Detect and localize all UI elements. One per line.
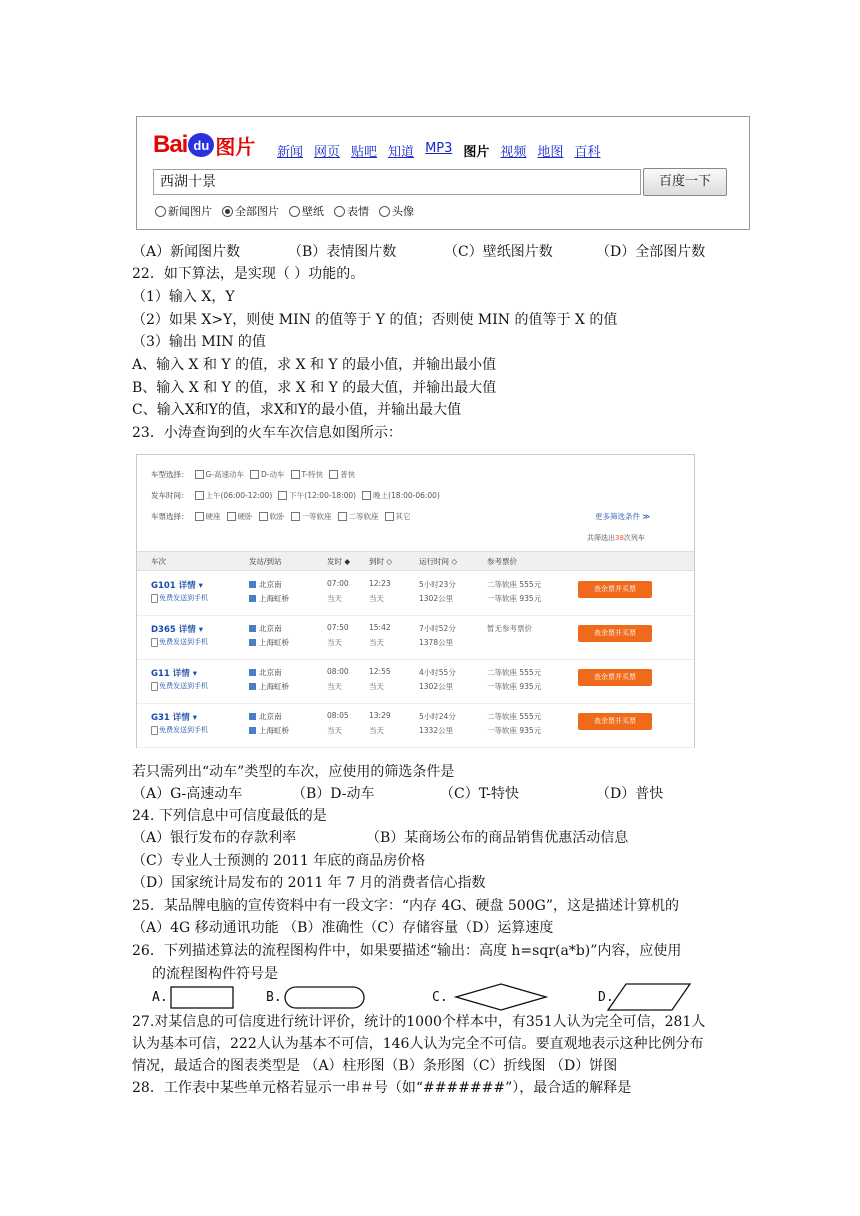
radio-circle-icon[interactable]: [334, 206, 345, 217]
nav-item[interactable]: 新闻: [277, 145, 304, 160]
radio-option[interactable]: [155, 203, 212, 219]
checkbox[interactable]: [259, 512, 268, 521]
radio-label: 头像: [392, 205, 414, 218]
checkbox-label: 晚上(18:00-06:00): [373, 491, 440, 500]
nav-item[interactable]: 贴吧: [351, 145, 378, 160]
checkbox[interactable]: [195, 470, 204, 479]
q26-stem-line2: 的流程图构件符号是: [152, 966, 278, 982]
q27-line2: 认为基本可信，222人认为基本不可信，146人认为完全不可信。要直观地表示这种比例分布: [132, 1036, 704, 1052]
filter-depart-time: 发车时间： 上午(06:00-12:00) 下午(12:00-18:00) 晚上(18:00-06:00): [151, 491, 440, 500]
checkbox-label: 二等软座: [348, 512, 379, 521]
checkbox[interactable]: [291, 470, 300, 479]
checkbox-label: T-特快: [301, 470, 324, 479]
depart-day: 当天: [327, 726, 342, 735]
nav-item[interactable]: 知道: [388, 145, 415, 160]
q27-line1: 27.对某信息的可信度进行统计评价，统计的1000个样本中，有351人认为完全可信，281人: [132, 1014, 706, 1030]
duration: 7小时52分: [419, 624, 456, 633]
station-from: 北京南: [259, 624, 282, 633]
q21-option-b: （B）表情图片数: [288, 244, 397, 260]
search-button[interactable]: 百度一下: [643, 168, 727, 196]
q21-option-c: （C）壁纸图片数: [444, 244, 553, 260]
phone-icon: [151, 682, 158, 691]
q21-option-a: （A）新闻图片数: [132, 244, 241, 260]
q23-option-d: （D）普快: [596, 786, 664, 802]
station-from: 北京南: [259, 580, 282, 589]
depart-time: 08:05: [327, 711, 349, 720]
price-line1: 二等软座 555元: [487, 580, 542, 589]
checkbox-label: D-动车: [261, 470, 285, 479]
send-to-phone-link[interactable]: 免费发送到手机: [159, 682, 208, 690]
paw-icon: du: [188, 133, 214, 157]
send-to-phone-link[interactable]: 免费发送到手机: [159, 726, 208, 734]
column-header[interactable]: 到时 ◇: [369, 557, 393, 566]
arrive-day: 当天: [369, 594, 384, 603]
train-number-link[interactable]: G101 详情 ▾: [151, 581, 203, 591]
arrive-time: 12:23: [369, 579, 391, 588]
search-input[interactable]: 西湖十景: [153, 169, 641, 195]
radio-label: 新闻图片: [168, 205, 212, 218]
checkbox-label: 硬卧: [237, 512, 253, 521]
phone-icon: [151, 638, 158, 647]
checkbox-label: 一等软座: [301, 512, 332, 521]
q26-stem-line1: 26．下列描述算法的流程图构件中，如果要描述“输出：高度 h=sqr(a*b)”内容，应使用: [132, 943, 682, 959]
q22-option-b: B、输入 X 和 Y 的值，求 X 和 Y 的最大值，并输出最大值: [132, 380, 497, 396]
q22-step3: （3）输出 MIN 的值: [132, 334, 266, 350]
checkbox[interactable]: [291, 512, 300, 521]
buy-ticket-button[interactable]: 查余票并买票: [578, 625, 652, 642]
price-line2: 一等软座 935元: [487, 726, 542, 735]
train-number-link[interactable]: D365 详情 ▾: [151, 625, 203, 635]
column-header[interactable]: 发时 ◆: [327, 557, 351, 566]
radio-circle-icon[interactable]: [379, 206, 390, 217]
arrive-time: 15:42: [369, 623, 391, 632]
table-row: [137, 573, 694, 616]
station-icon: [249, 683, 256, 690]
table-header: [137, 551, 694, 571]
station-from: 北京南: [259, 712, 282, 721]
station-icon: [249, 639, 256, 646]
arrive-time: 13:29: [369, 711, 391, 720]
checkbox-label: 上午(06:00-12:00): [205, 491, 273, 500]
baidu-logo[interactable]: [153, 127, 255, 163]
q22-option-a: A、输入 X 和 Y 的值，求 X 和 Y 的最小值，并输出最小值: [132, 357, 497, 373]
radio-option[interactable]: [289, 203, 324, 219]
q23-option-a: （A）G-高速动车: [132, 786, 243, 802]
distance: 1302公里: [419, 594, 454, 603]
q23-option-c: （C）T-特快: [440, 786, 519, 802]
depart-time: 08:00: [327, 667, 349, 676]
result-count: 共筛选出38次列车: [587, 534, 645, 542]
q24-stem: 24. 下列信息中可信度最低的是: [132, 808, 327, 824]
baidu-image-search-screenshot: [136, 116, 750, 230]
decision-diamond-icon: [454, 982, 548, 1012]
q23-question: 若只需列出“动车”类型的车次，应使用的筛选条件是: [132, 764, 455, 780]
station-to: 上海虹桥: [259, 638, 289, 647]
station-to: 上海虹桥: [259, 682, 289, 691]
arrive-day: 当天: [369, 726, 384, 735]
radio-circle-icon[interactable]: [222, 206, 233, 217]
io-parallelogram-icon: [606, 982, 692, 1012]
arrive-day: 当天: [369, 682, 384, 691]
phone-icon: [151, 594, 158, 603]
checkbox[interactable]: [278, 491, 287, 500]
depart-day: 当天: [327, 594, 342, 603]
filter-train-type: 车型选择： G-高速动车 D-动车 T-特快 普快: [151, 470, 356, 479]
column-header[interactable]: 参考票价: [487, 557, 517, 566]
q24-option-a: （A）银行发布的存款利率: [132, 830, 297, 846]
duration: 5小时23分: [419, 580, 456, 589]
station-icon: [249, 595, 256, 602]
table-row: [137, 661, 694, 704]
checkbox[interactable]: [329, 470, 338, 479]
q26-label-d: D.: [598, 990, 614, 1005]
checkbox-label: 下午(12:00-18:00): [289, 491, 357, 500]
nav-item[interactable]: MP3: [425, 141, 453, 156]
process-rectangle-icon: [170, 986, 234, 1010]
phone-icon: [151, 726, 158, 735]
station-icon: [249, 713, 256, 720]
price-line2: 一等软座 935元: [487, 594, 542, 603]
baidu-nav: [277, 141, 600, 160]
checkbox-label: 其它: [395, 512, 411, 521]
depart-time: 07:00: [327, 579, 349, 588]
price-line1: 二等软座 555元: [487, 712, 542, 721]
q24-option-d: （D）国家统计局发布的 2011 年 7 月的消费者信心指数: [132, 875, 486, 891]
distance: 1332公里: [419, 726, 454, 735]
nav-item[interactable]: 地图: [537, 145, 564, 160]
arrive-time: 12:55: [369, 667, 391, 676]
station-icon: [249, 727, 256, 734]
depart-day: 当天: [327, 682, 342, 691]
buy-ticket-button[interactable]: 查余票并买票: [578, 581, 652, 598]
q22-step1: （1）输入 X，Y: [132, 289, 235, 305]
q26-label-b: B.: [266, 990, 282, 1005]
nav-item[interactable]: 网页: [314, 145, 341, 160]
q28-stem: 28．工作表中某些单元格若显示一串＃号（如“#######”），最合适的解释是: [132, 1080, 632, 1096]
radio-label: 壁纸: [302, 205, 324, 218]
station-from: 北京南: [259, 668, 282, 677]
checkbox[interactable]: [362, 491, 371, 500]
radio-circle-icon[interactable]: [155, 206, 166, 217]
depart-time: 07:50: [327, 623, 349, 632]
send-to-phone-link[interactable]: 免费发送到手机: [159, 594, 208, 602]
checkbox[interactable]: [385, 512, 394, 521]
arrive-day: 当天: [369, 638, 384, 647]
send-to-phone-link[interactable]: 免费发送到手机: [159, 638, 208, 646]
checkbox[interactable]: [195, 512, 204, 521]
price-line2: 一等软座 935元: [487, 682, 542, 691]
train-number-link[interactable]: G11 详情 ▾: [151, 669, 197, 679]
table-row: [137, 705, 694, 748]
station-to: 上海虹桥: [259, 726, 289, 735]
station-icon: [249, 625, 256, 632]
price-line1: 暂无参考票价: [487, 624, 532, 633]
radio-circle-icon[interactable]: [289, 206, 300, 217]
checkbox[interactable]: [250, 470, 259, 479]
q26-label-c: C.: [432, 990, 448, 1005]
q25-stem: 25．某品牌电脑的宣传资料中有一段文字：“内存 4G、硬盘 500G”，这是描述计算机的: [132, 898, 680, 914]
nav-item[interactable]: 百科: [574, 145, 601, 160]
table-row: [137, 617, 694, 660]
column-header[interactable]: 发站/到站: [249, 557, 282, 566]
buy-ticket-button[interactable]: 查余票并买票: [578, 713, 652, 730]
terminal-rounded-rect-icon: [284, 986, 366, 1010]
q22-step2: （2）如果 X>Y，则使 MIN 的值等于 Y 的值；否则使 MIN 的值等于 X 的值: [132, 312, 618, 328]
checkbox-label: G-高速动车: [205, 470, 245, 479]
checkbox[interactable]: [338, 512, 347, 521]
duration: 5小时24分: [419, 712, 456, 721]
radio-option[interactable]: [334, 203, 369, 219]
q22-option-c: C、输入X和Y的值，求X和Y的最小值，并输出最大值: [132, 402, 462, 418]
buy-ticket-button[interactable]: 查余票并买票: [578, 669, 652, 686]
logo-tupian: 图片: [215, 134, 256, 159]
more-filters-link[interactable]: 更多筛选条件 ≫: [595, 512, 651, 521]
q25-options: （A）4G 移动通讯功能 （B）准确性（C）存储容量（D）运算速度: [132, 920, 554, 936]
checkbox-label: 普快: [340, 470, 356, 479]
station-icon: [249, 581, 256, 588]
duration: 4小时55分: [419, 668, 456, 677]
q24-option-c: （C）专业人士预测的 2011 年底的商品房价格: [132, 853, 426, 869]
distance: 1378公里: [419, 638, 454, 647]
q27-line3: 情况，最适合的图表类型是 （A）柱形图（B）条形图（C）折线图 （D）饼图: [132, 1058, 618, 1074]
q24-option-b: （B）某商场公布的商品销售优惠活动信息: [366, 830, 629, 846]
station-icon: [249, 669, 256, 676]
station-to: 上海虹桥: [259, 594, 289, 603]
train-number-link[interactable]: G31 详情 ▾: [151, 713, 197, 723]
nav-item[interactable]: 视频: [500, 145, 527, 160]
q23-stem: 23．小涛查询到的火车车次信息如图所示：: [132, 425, 402, 441]
depart-day: 当天: [327, 638, 342, 647]
checkbox[interactable]: [195, 491, 204, 500]
checkbox-label: 软卧: [269, 512, 285, 521]
train-query-screenshot: [136, 454, 695, 748]
checkbox-label: 硬座: [205, 512, 221, 521]
radio-option[interactable]: [222, 203, 279, 219]
logo-bai: Bai: [153, 131, 188, 158]
radio-label: 全部图片: [235, 205, 279, 218]
radio-label: 表情: [347, 205, 369, 218]
checkbox[interactable]: [227, 512, 236, 521]
q23-option-b: （B）D-动车: [292, 786, 375, 802]
image-type-radios: [155, 203, 414, 219]
filter-seat-type: 车票选择： 硬座 硬卧 软卧 一等软座 二等软座 其它: [151, 512, 411, 521]
distance: 1302公里: [419, 682, 454, 691]
q26-label-a: A.: [152, 990, 168, 1005]
q21-option-d: （D）全部图片数: [596, 244, 706, 260]
q22-stem: 22．如下算法，是实现（ ）功能的。: [132, 266, 365, 282]
column-header[interactable]: 车次: [151, 557, 166, 566]
nav-item[interactable]: 图片: [463, 145, 490, 160]
price-line1: 二等软座 555元: [487, 668, 542, 677]
radio-option[interactable]: [379, 203, 414, 219]
column-header[interactable]: 运行时间 ◇: [419, 557, 458, 566]
